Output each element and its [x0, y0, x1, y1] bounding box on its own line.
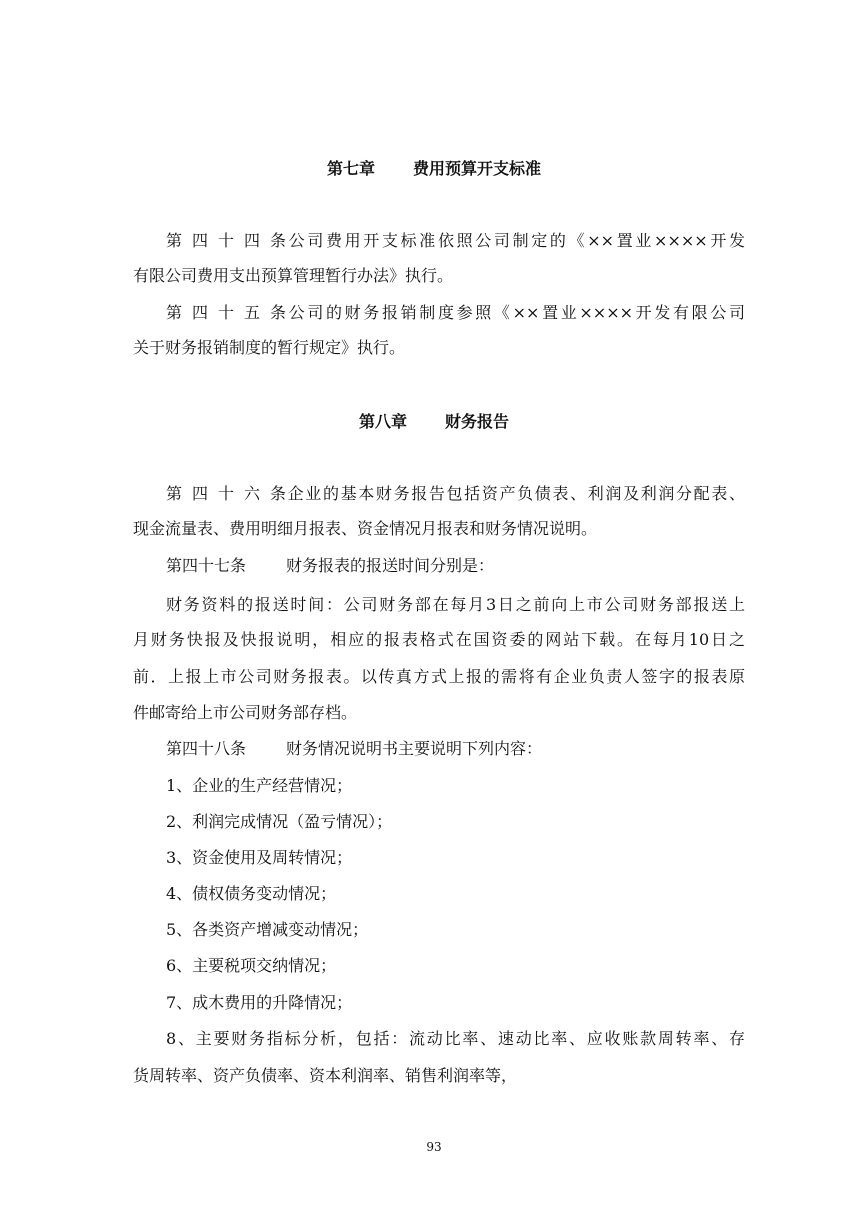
article-48-line-1: 第四十八条 财务情况说明书主要说明下列内容：	[166, 737, 745, 761]
article-44-line-1: 第四十四条公司费用开支标准依照公司制定的《××置业××××开发	[166, 229, 745, 253]
list-item-continuation: 货周转率、资产负债率、资本利润率、销售利润率等，	[133, 1066, 518, 1085]
paragraph-line-2: 月财务快报及快报说明，相应的报表格式在国资委的网站下载。在每月10日之	[133, 630, 745, 649]
chapter-8-title: 财务报告	[445, 412, 510, 431]
article-46-line-1: 第四十六条企业的基本财务报告包括资产负债表、利润及利润分配表、	[166, 482, 745, 506]
list-item: 5、各类资产增减变动情况；	[166, 920, 369, 939]
page-number: 93	[426, 1140, 442, 1154]
list-item: 7、成木费用的升降情况；	[166, 993, 353, 1012]
chapter-7-number: 第七章	[326, 159, 375, 178]
article-44-label: 第四十四条	[166, 231, 286, 250]
list-item: 6、主要税项交纳情况；	[166, 956, 337, 975]
article-47-line-1: 第四十七条 财务报表的报送时间分别是：	[166, 554, 745, 578]
article-45-line-2: 关于财务报销制度的暂行规定》执行。	[133, 338, 406, 357]
article-48-label: 第四十八条	[166, 739, 247, 758]
paragraph-line-4: 件邮寄给上市公司财务部存档。	[133, 703, 358, 722]
list-item: 3、资金使用及周转情况；	[166, 848, 353, 867]
chapter-8-heading	[0, 409, 868, 432]
paragraph-line-3: 前．上报上市公司财务报表。以传真方式上报的需将有企业负责人签字的报表原	[133, 667, 745, 686]
list-item: 2、利润完成情况（盈亏情况）；	[166, 812, 393, 831]
article-46-line-2: 现金流量表、费用明细月报表、资金情况月报表和财务情况说明。	[133, 519, 598, 538]
chapter-7-title: 费用预算开支标准	[413, 159, 542, 178]
article-45-line-1: 第四十五条公司的财务报销制度参照《××置业××××开发有限公司	[166, 301, 745, 325]
article-45-label: 第四十五条	[166, 303, 286, 322]
list-item: 1、企业的生产经营情况；	[166, 776, 353, 795]
paragraph-line-1: 财务资料的报送时间：公司财务部在每月3日之前向上市公司财务部报送上	[166, 595, 745, 614]
list-item: 4、债权债务变动情况；	[166, 884, 337, 903]
article-47-label: 第四十七条	[166, 556, 247, 575]
article-46-label: 第四十六条	[166, 484, 286, 503]
article-44-line-2: 有限公司费用支出预算管理暂行办法》执行。	[133, 266, 454, 285]
list-item: 8、主要财务指标分析，包括：流动比率、速动比率、应收账款周转率、存	[166, 1029, 745, 1048]
chapter-7-heading	[0, 156, 868, 179]
chapter-8-number: 第八章	[358, 412, 407, 431]
